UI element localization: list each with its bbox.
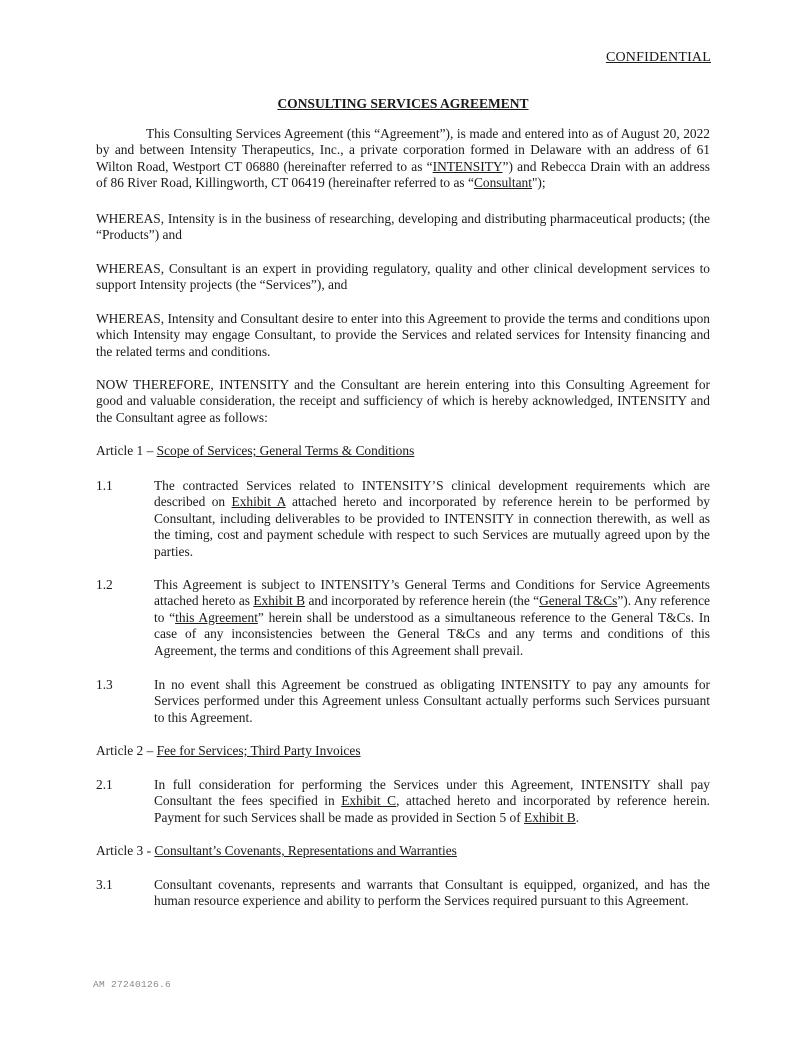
- exhibit-c-reference: Exhibit C: [341, 793, 397, 809]
- recital-products: WHEREAS, Intensity is in the business of researching, developing and distributing pharmaceutical products; (the “Products”) and: [96, 211, 710, 243]
- this-agreement-defined-term: this Agreement: [175, 609, 258, 625]
- document-id-footer: AM 27240126.6: [93, 979, 172, 990]
- exhibit-b-reference: Exhibit B: [253, 593, 306, 609]
- article-3-heading: Article 3 - Consultant’s Covenants, Representations and Warranties: [96, 843, 457, 858]
- recital-services: WHEREAS, Consultant is an expert in providing regulatory, quality and other clinical development services to support Intensity projects (the “Services”), and: [96, 261, 710, 293]
- recital-desire: WHEREAS, Intensity and Consultant desire to enter into this Agreement to provide the terms and conditions upon which Intensity may engage Consultant, to provide the Services and related services for Intensity financing and the related terms and conditions.: [96, 311, 710, 359]
- section-1-2: 1.2 This Agreement is subject to INTENSITY’s General Terms and Conditions for Service Agreements attached hereto as Exhibit B and incorporated by reference herein (the “General T&Cs”). Any reference to “this Agreement” herein shall be understood as a simultaneous reference to the General T&Cs. In case of any inconsistencies between the General T&Cs and any terms and conditions of this Agreement, the terms and conditions of this Agreement shall prevail.: [96, 577, 710, 658]
- section-3-1: 3.1 Consultant covenants, represents and warrants that Consultant is equipped, organized, and has the human resource experience and ability to perform the Services required pursuant to this Agreement.: [96, 877, 710, 909]
- section-1-3: 1.3 In no event shall this Agreement be construed as obligating INTENSITY to pay any amounts for Services performed under this Agreement unless Consultant actually performs such Services pursuant to this Agreement.: [96, 677, 710, 725]
- exhibit-b-reference: Exhibit B: [524, 809, 576, 825]
- section-2-1: 2.1 In full consideration for performing the Services under this Agreement, INTENSITY shall pay Consultant the fees specified in Exhibit C, attached hereto and incorporated by reference herein. Payment for such Services shall be made as provided in Section 5 of Exhibit B.: [96, 777, 710, 825]
- general-tcs-defined-term: General T&Cs: [539, 593, 618, 609]
- section-1-1: 1.1 The contracted Services related to INTENSITY’S clinical development requirements which are described on Exhibit A attached hereto and incorporated by reference herein to be performed by Consultant, including deliverables to be provided to INTENSITY in connection therewith, as well as the timing, cost and payment schedule with respect to such Services are mutually agreed upon by the parties.: [96, 478, 710, 559]
- section-number: 1.1: [96, 478, 113, 493]
- exhibit-a-reference: Exhibit A: [231, 494, 286, 510]
- confidential-label: CONFIDENTIAL: [605, 50, 711, 65]
- section-number: 1.2: [96, 577, 113, 592]
- intensity-defined-term: INTENSITY: [432, 158, 503, 174]
- section-number: 2.1: [96, 777, 113, 792]
- intro-paragraph: This Consulting Services Agreement (this “Agreement”), is made and entered into as of August 20, 2022 by and between Intensity Therapeutics, Inc., a private corporation formed in Delaware with an address of 61 Wilton Road, Westport CT 06880 (hereinafter referred to as “INTENSITY”) and Rebecca Drain with an address of 86 River Road, Killingworth, CT 06419 (hereinafter referred to as “Consultant");: [96, 126, 710, 191]
- section-number: 1.3: [96, 677, 113, 692]
- article-2-heading: Article 2 – Fee for Services; Third Party Invoices: [96, 743, 361, 758]
- consultant-defined-term: Consultant: [473, 175, 532, 191]
- document-title: CONSULTING SERVICES AGREEMENT: [277, 96, 529, 111]
- article-1-heading: Article 1 – Scope of Services; General Terms & Conditions: [96, 443, 415, 458]
- now-therefore-clause: NOW THEREFORE, INTENSITY and the Consultant are herein entering into this Consulting Agreement for good and valuable consideration, the receipt and sufficiency of which is hereby acknowledged, INTENSITY and the Consultant agree as follows:: [96, 377, 710, 425]
- section-number: 3.1: [96, 877, 113, 892]
